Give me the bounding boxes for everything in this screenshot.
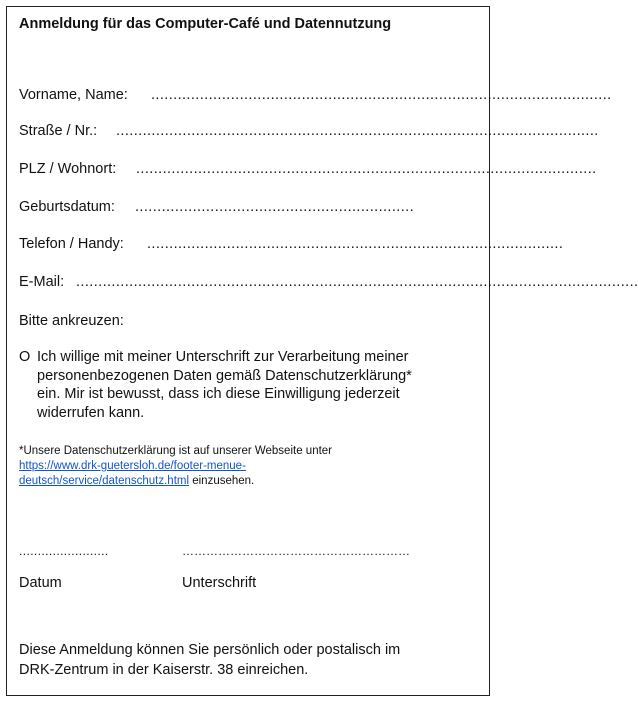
phone-label: Telefon / Handy:	[19, 236, 124, 252]
email-field[interactable]: ...............................................................................................................................	[76, 274, 638, 290]
consent-checkbox[interactable]: O	[19, 349, 31, 365]
city-label: PLZ / Wohnort:	[19, 161, 117, 177]
consent-text-line2: personenbezogenen Daten gemäß Datenschutzerklärung*	[37, 367, 412, 384]
phone-field[interactable]: ..............................................................................................	[147, 236, 564, 252]
date-label: Datum	[19, 575, 62, 591]
submission-info-line1: Diese Anmeldung können Sie persönlich oder postalisch im	[19, 642, 401, 658]
signature-label: Unterschrift	[182, 575, 257, 591]
privacy-link-part2[interactable]: deutsch/service/datenschutz.html	[19, 475, 190, 487]
consent-text-line1: Ich willige mit meiner Unterschrift zur Verarbeitung meiner	[37, 349, 409, 365]
privacy-note-suffix: einzusehen.	[189, 475, 255, 487]
street-field[interactable]: .............................................................................................................	[116, 123, 599, 139]
submission-info-line2: DRK-Zentrum in der Kaiserstr. 38 einreichen.	[19, 661, 309, 678]
consent-text-line3: ein. Mir ist bewusst, dass ich diese Einwilligung jederzeit	[37, 386, 400, 402]
privacy-note-text: *Unsere Datenschutzerklärung ist auf unserer Webseite unter	[19, 445, 333, 457]
email-label: E-Mail:	[19, 274, 65, 290]
signature-field[interactable]: …………………………………………………	[182, 544, 410, 558]
birthdate-field[interactable]: ...............................................................	[135, 199, 414, 215]
name-field[interactable]: ........................................................................................................	[151, 87, 612, 103]
submission-info	[19, 641, 400, 680]
street-label: Straße / Nr.:	[19, 123, 98, 139]
date-field[interactable]: ........................	[19, 544, 109, 558]
privacy-note	[19, 444, 479, 489]
city-field[interactable]: ........................................................................................................	[136, 161, 597, 177]
privacy-link-part1[interactable]: https://www.drk-guetersloh.de/footer-menue-	[19, 460, 246, 472]
tick-prompt: Bitte ankreuzen:	[19, 313, 124, 329]
birthdate-label: Geburtsdatum:	[19, 199, 115, 215]
form-title: Anmeldung für das Computer-Café und Datennutzung	[19, 16, 392, 32]
name-label: Vorname, Name:	[19, 87, 128, 103]
consent-text-line4: widerrufen kann.	[37, 404, 145, 421]
